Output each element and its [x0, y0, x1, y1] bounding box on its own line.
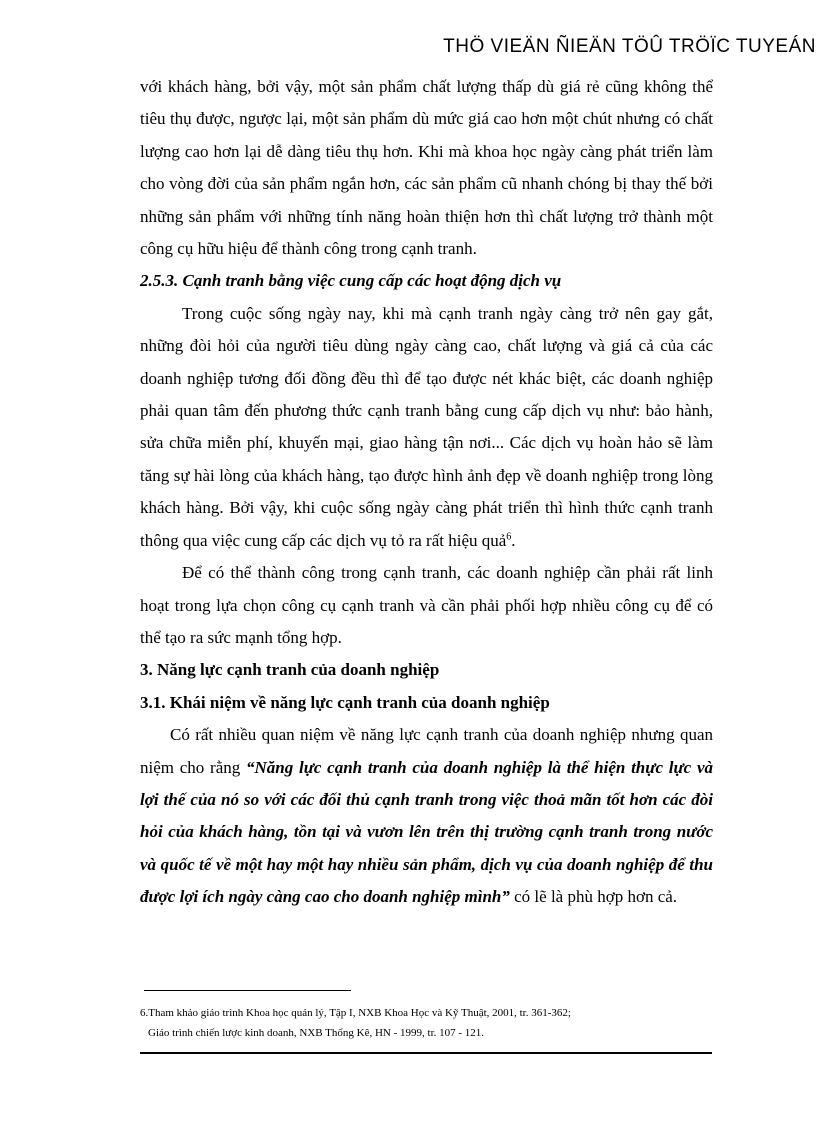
footnote-ref: 6 — [506, 531, 512, 543]
footnote-line-1: 6.Tham khảo giáo trình Khoa học quản lý, Tập I, NXB Khoa Học và Kỹ Thuật, 2001, tr. 361-362; — [140, 1007, 571, 1019]
document-body — [140, 71, 713, 914]
paragraph-services — [140, 298, 713, 557]
paragraph-competitiveness-definition — [140, 719, 713, 913]
section-heading-2-5-3: 2.5.3. Cạnh tranh bằng việc cung cấp các hoạt động dịch vụ — [140, 271, 562, 291]
footnote-line-2: Giáo trình chiến lược kinh doanh, NXB Thống Kê, HN - 1999, tr. 107 - 121. — [148, 1027, 485, 1039]
footnote-separator — [144, 990, 351, 991]
section-heading-3: 3. Năng lực cạnh tranh của doanh nghiệp — [140, 660, 440, 680]
paragraph-services-end: . — [511, 530, 516, 550]
definition-quote: “Năng lực cạnh tranh của doanh nghiệp là thể hiện thực lực và lợi thế của nó so với các đối thủ cạnh tranh trong việc thoả mãn tốt hơn các đòi hỏi của khách hàng, tồn tại và vươn lên trên thị trường cạnh tranh trong nước và quốc tế về một hay một hay nhiều sản phẩm, dịch vụ của doanh nghiệp để thu được lợi ích ngày càng cao cho doanh nghiệp mình” — [140, 757, 713, 907]
footnote-block — [140, 1003, 720, 1043]
section-heading-3-1: 3.1. Khái niệm về năng lực cạnh tranh của doanh nghiệp — [140, 692, 550, 712]
page-bottom-rule — [140, 1052, 712, 1054]
paragraph-combine-tools: Để có thể thành công trong cạnh tranh, các doanh nghiệp cần phải rất linh hoạt trong lựa chọn công cụ cạnh tranh và cần phải phối hợp nhiều công cụ để có thể tạo ra sức mạnh tổng hợp. — [140, 563, 713, 647]
definition-intro: Có rất nhiều quan niệm về năng lực cạnh tranh của doanh nghiệp nhưng quan niệm cho rằng — [140, 725, 713, 777]
paragraph-services-text: Trong cuộc sống ngày nay, khi mà cạnh tranh ngày càng trở nên gay gắt, những đòi hỏi của người tiêu dùng ngày càng cao, chất lượng và giá cả của các doanh nghiệp tương đối đồng đều thì để tạo được nét khác biệt, các doanh nghiệp phải quan tâm đến phương thức cạnh tranh bằng cung cấp dịch vụ như: bảo hành, sửa chữa miễn phí, khuyến mại, giao hàng tận nơi... Các dịch vụ hoàn hảo sẽ làm tăng sự hài lòng của khách hàng, tạo được hình ảnh đẹp về doanh nghiệp trong lòng khách hàng. Bởi vậy, khi cuộc sống ngày càng phát triển thì hình thức cạnh tranh thông qua việc cung cấp các dịch vụ tỏ ra rất hiệu quả — [140, 303, 713, 550]
definition-end: có lẽ là phù hợp hơn cả. — [509, 887, 678, 907]
page-header-title: THÖ VIEÄN ÑIEÄN TÖÛ TRÖÏC TUYEÁN — [443, 36, 816, 57]
paragraph-quality: với khách hàng, bởi vậy, một sản phẩm chất lượng thấp dù giá rẻ cũng không thể tiêu thụ được, ngược lại, một sản phẩm dù mức giá cao hơn một chút nhưng có chất lượng cao hơn lại dễ dàng tiêu thụ hơn. Khi mà khoa học ngày càng phát triển làm cho vòng đời của sản phẩm ngắn hơn, các sản phẩm cũ nhanh chóng bị thay thế bởi những sản phẩm với những tính năng hoàn thiện hơn thì chất lượng trở thành một công cụ hữu hiệu để thành công trong cạnh tranh. — [140, 77, 713, 259]
